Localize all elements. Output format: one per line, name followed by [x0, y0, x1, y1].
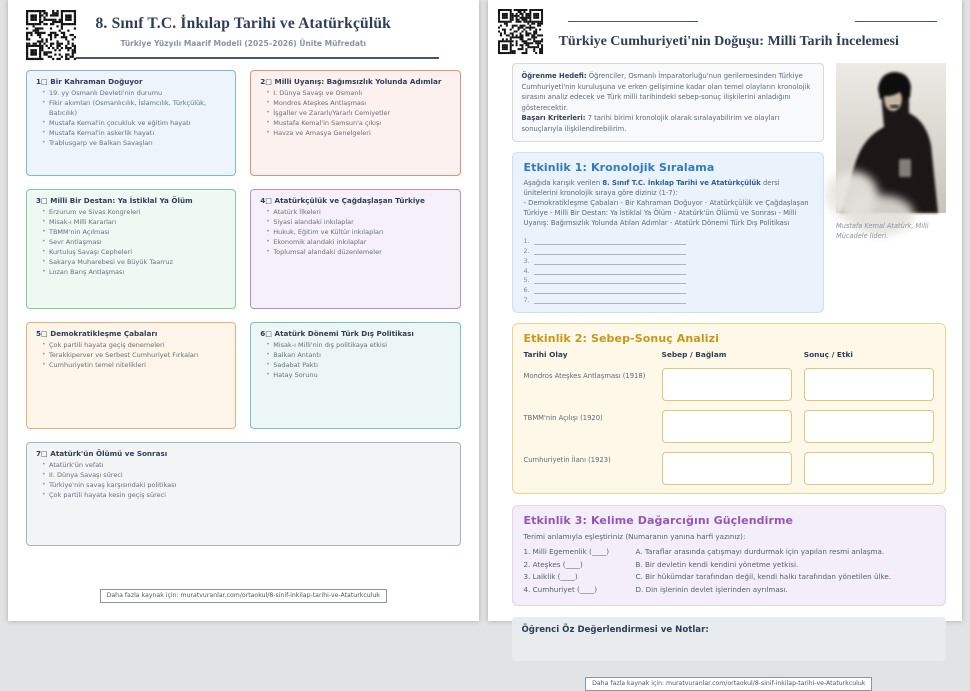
unit-topic: • Atatürk İlkeleri: [266, 207, 450, 217]
unit-topic: • Havza ve Amasya Genelgeleri: [266, 128, 450, 138]
unit-box-5: [26, 322, 236, 429]
rank-number: 7.: [523, 295, 530, 304]
unit-topic: • Sadabat Paktı: [266, 360, 450, 370]
answer-blank: [534, 287, 686, 294]
rank-number: 2.: [523, 247, 530, 255]
unit-topic-list: [266, 207, 450, 257]
unit-topic: • Kurtuluş Savaşı Cepheleri: [42, 247, 226, 257]
criteria-text: 7 tarihi birimi kronolojik olarak sıralayabilirim ve olayları sonuçlarıyla ilişkilendirebilirim.: [521, 114, 780, 133]
match-term: 4. Cumhuriyet (____): [523, 585, 598, 595]
effect-input-box: [804, 368, 934, 401]
cause-input-box: [662, 410, 792, 443]
page-subtitle: Türkiye Yüzyılı Maarif Modeli (2025–2026) Ünite Müfredatı: [120, 39, 367, 48]
table-column-header: Tarihi Olay: [523, 349, 568, 359]
unit-topic: • Türkiye'nin savaş karşısındaki politikası: [42, 480, 451, 490]
activity2-title: Etkinlik 2: Sebep-Sonuç Analizi: [523, 331, 719, 345]
unit-topic: • Ekonomik alandaki inkılaplar: [266, 237, 450, 247]
qr-code-icon: [26, 10, 76, 64]
unit-topic-list: [42, 460, 451, 500]
unit-topic-list: [266, 88, 450, 138]
cause-input-box: [662, 452, 792, 485]
unit-topic: • Misak-ı Milli Kararları: [42, 217, 226, 227]
event-row-label: Mondros Ateşkes Antlaşması (1918): [523, 371, 646, 380]
rank-number: 4.: [523, 266, 530, 275]
unit-topic: • Erzurum ve Sivas Kongreleri: [42, 207, 226, 217]
page-title: 8. Sınıf T.C. İnkılap Tarihi ve Atatürkçülük: [95, 15, 391, 32]
unit-title: 5□ Demokratikleşme Çabaları: [36, 329, 158, 338]
unit-topic: • Lozan Barış Antlaşması: [42, 267, 226, 277]
rank-line-row: [524, 294, 813, 304]
unit-topic: • I. Dünya Savaşı ve Osmanlı: [266, 88, 450, 98]
unit-topic: • Mondros Ateşkes Antlaşması: [266, 98, 450, 108]
match-row: [524, 559, 935, 572]
unit-topic-list: [266, 340, 450, 380]
rank-line-row: [524, 265, 813, 275]
rank-line-row: [524, 255, 813, 265]
unit-box-1: [26, 70, 236, 176]
rank-line-row: [524, 275, 813, 285]
unit-title: 6□ Atatürk Dönemi Türk Dış Politikası: [260, 329, 414, 338]
unit-topic: • Çok partili hayata kesin geçiş süreci: [42, 490, 451, 500]
criteria-label: Başarı Kriterleri:: [521, 114, 586, 123]
activity1-options: - Demokratikleşme Çabaları - Bir Kahraman Doğuyor - Atatürkçülük ve Çağdaşlaşan Türkiye - Milli Bir Destan: Ya İstiklal Ya Ölüm - Atatürk'ün Ölümü ve Sonrası - Milli Uyanış: Bağımsızlık Yolunda Atılan Adımlar - Atatürk Dönemi Türk Dış Politikası: [523, 198, 809, 227]
goal-label: Öğrenme Hedefi:: [521, 72, 587, 80]
worksheet-header: [512, 34, 947, 50]
unit-topic: • Hatay Sorunu: [266, 370, 450, 380]
unit-topic-list: [42, 207, 226, 277]
match-definition: B. Bir devletin kendi kendini yönetme yetkisi.: [635, 559, 799, 569]
rank-line-row: [524, 245, 813, 255]
unit-topic: • Terakkiperver ve Serbest Cumhuriyet Fırkaları: [42, 350, 226, 360]
unit-topic: • Fikir akımları (Osmanlıcılık, İslamcılık, Türkçülük, Batıcılık): [42, 98, 226, 118]
footer-resource-link[interactable]: Daha fazla kaynak için: muratvuranlar.com/ortaokul/8-sinif-inkilap-tarihi-ve-Ataturkculuk: [585, 677, 872, 691]
answer-blank: [534, 248, 686, 255]
table-column-header: Sonuç / Etki: [803, 349, 853, 359]
activity1-box: [512, 152, 825, 313]
unit-title: 3□ Milli Bir Destan: Ya İstiklal Ya Ölüm: [36, 196, 193, 205]
unit-topic: • Sakarya Muharebesi ve Büyük Taarruz: [42, 257, 226, 267]
unit-topic: • Misak-ı Milli'nin dış politikaya etkisi: [266, 340, 450, 350]
worksheet-title: Türkiye Cumhuriyeti'nin Doğuşu: Milli Tarih İncelemesi: [558, 34, 899, 49]
match-term: 3. Laiklik (____): [523, 572, 578, 582]
activity3-title: Etkinlik 3: Kelime Dağarcığını Güçlendirme: [523, 513, 794, 527]
rank-number: 6.: [523, 286, 530, 295]
match-row: [524, 546, 935, 559]
match-row: [524, 584, 935, 597]
title-ornament-line: [855, 21, 938, 22]
unit-topic-list: [42, 88, 226, 148]
match-definition: C. Bir hükümdar tarafından değil, kendi halkı tarafından yönetilen ülke.: [635, 572, 892, 582]
activity2-box: [512, 323, 947, 494]
match-term: 1. Milli Egemenlik (____): [523, 546, 610, 556]
unit-box-7: [26, 442, 461, 546]
unit-box-3: [26, 189, 236, 309]
learning-objective-box: [512, 63, 825, 142]
unit-title: 7□ Atatürk'ün Ölümü ve Sonrası: [36, 449, 168, 458]
footer-resource-link[interactable]: Daha fazla kaynak için: muratvuranlar.com/ortaokul/8-sinif-inkilap-tarihi-ve-Ataturkculuk: [100, 589, 387, 603]
unit-topic: • 19. yy Osmanlı Devleti'nin durumu: [42, 88, 226, 98]
answer-blank: [534, 258, 686, 265]
activity1-instructions: Aşağıda karışık verilen 8. Sınıf T.C. İnkılap Tarihi ve Atatürkçülük dersi ünitelerini kronolojik sıraya göre diziniz (1-7):: [523, 179, 780, 198]
unit-title: 2□ Milli Uyanış: Bağımsızlık Yolunda Adımlar: [260, 77, 442, 86]
matching-list: [524, 546, 935, 597]
unit-topic: • Cumhuriyetin temel nitelikleri: [42, 360, 226, 370]
goal-text: Öğrenciler, Osmanlı İmparatorluğu'nun gerilemesinden Türkiye Cumhuriyeti'nin kuruluşuna ve erken gelişimine kadar olan temel olayların kronolojik sırasını analiz edecek ve Türk milli tarihindeki sebep-sonuç ilişkilerini anladığını gösterecektir.: [521, 72, 811, 112]
unit-topic: • II. Dünya Savaşı süreci: [42, 470, 451, 480]
ranking-answer-lines: [524, 235, 813, 304]
match-row: [524, 571, 935, 584]
unit-topic: • Siyasi alandaki inkılaplar: [266, 217, 450, 227]
course-name-bold: 8. Sınıf T.C. İnkılap Tarihi ve Atatürkçülük: [602, 179, 761, 188]
unit-topic-list: [42, 340, 226, 370]
unit-topic: • Mustafa Kemal'in çocukluk ve eğitim hayatı: [42, 118, 226, 128]
notes-label: Öğrenci Öz Değerlendirmesi ve Notlar:: [521, 625, 709, 636]
unit-topic: • Sevr Antlaşması: [42, 237, 226, 247]
answer-blank: [534, 238, 686, 245]
photo-caption: Mustafa Kemal Atatürk, Milli Mücadele lideri.: [836, 222, 929, 240]
unit-grid: [26, 70, 461, 546]
unit-topic: • Toplumsal alandaki düzenlemeler: [266, 247, 450, 257]
unit-topic: • İşgaller ve Zararlı/Yararlı Cemiyetler: [266, 108, 450, 118]
unit-topic: • Çok partili hayata geçiş denemeleri: [42, 340, 226, 350]
answer-blank: [534, 268, 686, 275]
unit-topic: • Balkan Antantı: [266, 350, 450, 360]
effect-input-box: [804, 410, 934, 443]
effect-input-box: [804, 452, 934, 485]
rank-line-row: [524, 284, 813, 294]
page-right-worksheet[interactable]: [488, 0, 963, 688]
self-assessment-notes-box: [512, 617, 947, 661]
unit-topic: • Mustafa Kemal'in Samsun'a çıkışı: [266, 118, 450, 128]
page-left-curriculum[interactable]: [8, 0, 479, 621]
table-column-header: Sebep / Bağlam: [661, 349, 727, 359]
unit-topic: • Hukuk, Eğitim ve Kültür inkılapları: [266, 227, 450, 237]
unit-title: 4□ Atatürkçülük ve Çağdaşlaşan Türkiye: [260, 196, 425, 205]
answer-blank: [534, 297, 686, 304]
unit-box-6: [250, 322, 460, 429]
rank-line-row: [524, 235, 813, 245]
unit-title: 1□ Bir Kahraman Doğuyor: [36, 77, 143, 86]
header-divider: [48, 57, 439, 59]
cause-effect-table: [524, 350, 935, 485]
activity3-instructions: Terimi anlamıyla eşleştiriniz (Numaranın yanına harfi yazınız):: [523, 531, 746, 541]
unit-box-2: [250, 70, 460, 176]
cause-input-box: [662, 368, 792, 401]
ataturk-photo: [836, 63, 946, 213]
title-ornament-line: [568, 21, 698, 22]
match-definition: A. Taraflar arasında çatışmayı durdurmak için yapılan resmi anlaşma.: [635, 546, 885, 556]
unit-topic: • Trablusgarp ve Balkan Savaşları: [42, 138, 226, 148]
rank-number: 5.: [523, 276, 530, 285]
unit-topic: • Mustafa Kemal'in askerlik hayatı: [42, 128, 226, 138]
activity1-title: Etkinlik 1: Kronolojik Sıralama: [523, 161, 715, 175]
unit-topic: • TBMM'nin Açılması: [42, 227, 226, 237]
event-row-label: TBMM'nin Açılışı (1920): [523, 413, 603, 422]
rank-number: 3.: [523, 256, 530, 265]
event-row-label: Cumhuriyetin İlanı (1923): [523, 455, 611, 464]
answer-blank: [534, 277, 686, 284]
activity3-box: [512, 505, 947, 606]
unit-box-4: [250, 189, 460, 309]
match-term: 2. Ateşkes (____): [523, 559, 583, 569]
rank-number: 1.: [523, 237, 530, 246]
unit-topic: • Atatürk'ün vefatı: [42, 460, 451, 470]
match-definition: D. Din işlerinin devlet işlerinden ayrılması.: [635, 585, 788, 595]
